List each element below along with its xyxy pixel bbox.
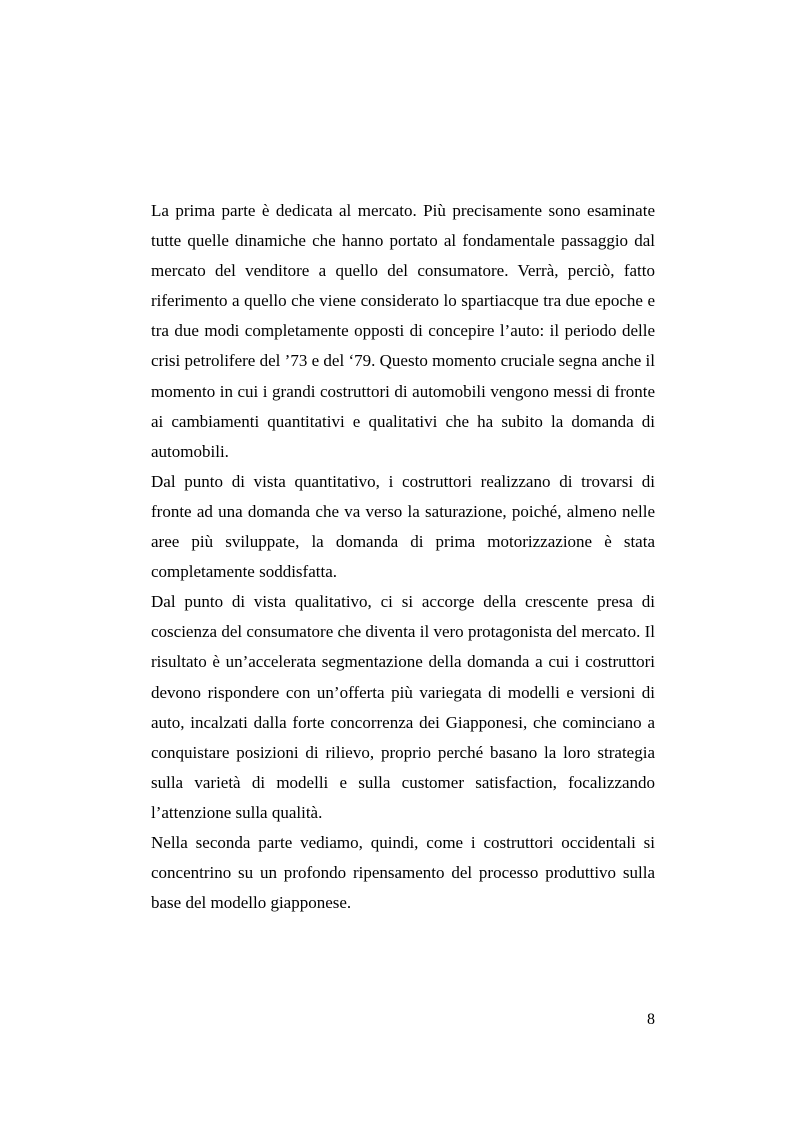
paragraph-market-intro: La prima parte è dedicata al mercato. Più precisamente sono esaminate tutte quelle dinamiche che hanno portato al fondamentale passaggio dal mercato del venditore a quello del consumatore. Verrà, perciò, fatto riferimento a quello che viene considerato lo spartiacque tra due epoche e tra due modi completamente opposti di concepire l’auto: il periodo delle crisi petrolifere del ’73 e del ‘79. Questo momento cruciale segna anche il momento in cui i grandi costruttori di automobili vengono messi di fronte ai cambiamenti quantitativi e qualitativi che ha subito la domanda di automobili.: [151, 201, 655, 461]
paragraph-second-part: Nella seconda parte vediamo, quindi, come i costruttori occidentali si concentrino su un profondo ripensamento del processo produttivo sulla base del modello giapponese.: [151, 832, 655, 913]
body-text: [151, 196, 655, 918]
paragraph-quantitative: Dal punto di vista quantitativo, i costruttori realizzano di trovarsi di fronte ad una domanda che va verso la saturazione, poiché, almeno nelle aree più sviluppate, la domanda di prima motorizzazione è stata completamente soddisfatta.: [151, 471, 655, 582]
page-number: 8: [647, 1011, 655, 1028]
paragraph-qualitative: Dal punto di vista qualitativo, ci si accorge della crescente presa di coscienza del consumatore che diventa il vero protagonista del mercato. Il risultato è un’accelerata segmentazione della domanda a cui i costruttori devono rispondere con un’offerta più variegata di modelli e versioni di auto, incalzati dalla forte concorrenza dei Giapponesi, che cominciano a conquistare posizioni di rilievo, proprio perché basano la loro strategia sulla varietà di modelli e sulla customer satisfaction, focalizzando l’attenzione sulla qualità.: [151, 592, 655, 822]
